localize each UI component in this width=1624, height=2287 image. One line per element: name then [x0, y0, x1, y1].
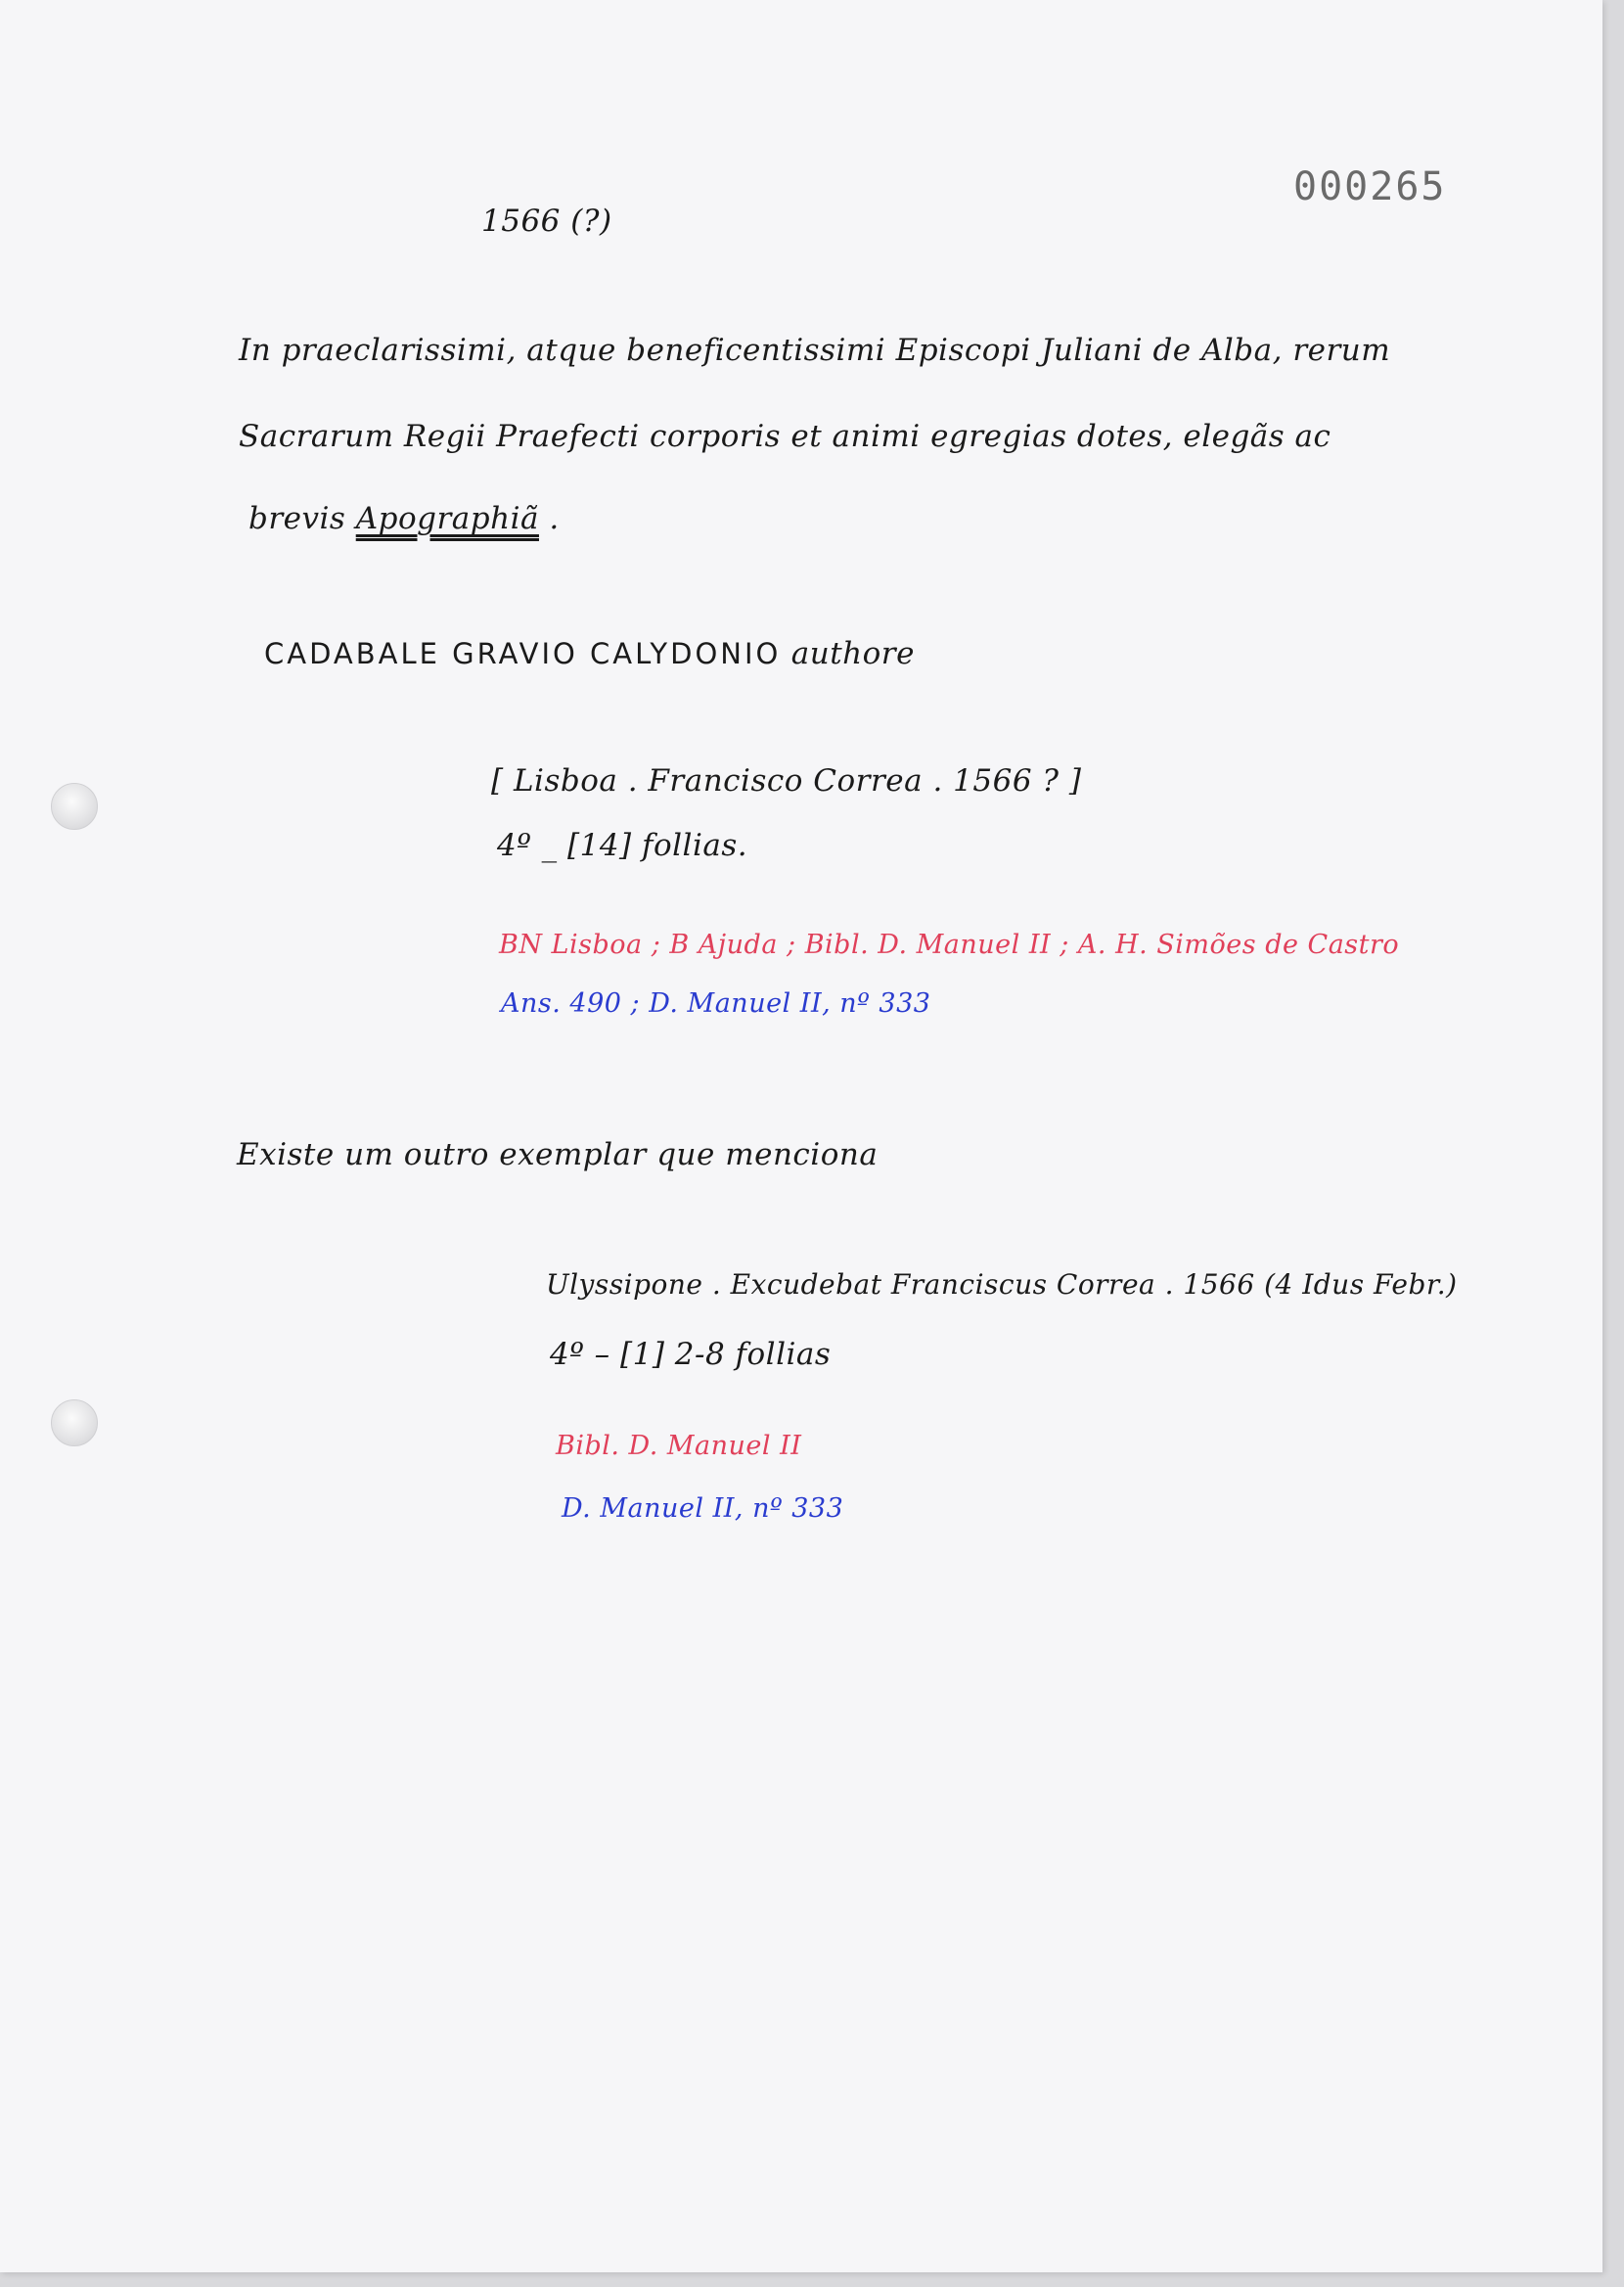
edition1-format: 4º _ [14] follias.: [497, 828, 748, 863]
title-line-1: In praeclarissimi, atque beneficentissimi Episcopi Juliani de Alba, rerum: [239, 333, 1391, 368]
title-line-3: [248, 501, 560, 536]
author: [264, 636, 915, 671]
edition2-holdings: Bibl. D. Manuel II: [556, 1431, 802, 1461]
author-name: CADABALE GRAVIO CALYDONIO: [264, 637, 782, 670]
edition1-imprint: [ Lisboa . Francisco Correa . 1566 ? ]: [491, 763, 1082, 799]
stamp-number: 000265: [1293, 164, 1447, 209]
punch-hole: [51, 1399, 98, 1446]
title-line-3-start: brevis: [248, 501, 346, 536]
edition2-format: 4º – [1] 2-8 follias: [550, 1337, 832, 1372]
note: Existe um outro exemplar que menciona: [237, 1137, 879, 1172]
edition2-imprint: Ulyssipone . Excudebat Franciscus Correa . 1566 (4 Idus Febr.): [546, 1268, 1458, 1301]
title-underlined-word: Apographiã: [355, 501, 539, 536]
date: 1566 (?): [481, 204, 612, 239]
punch-hole: [51, 783, 98, 830]
edition1-references: Ans. 490 ; D. Manuel II, nº 333: [501, 988, 931, 1019]
edition2-references: D. Manuel II, nº 333: [562, 1493, 844, 1524]
author-role: authore: [790, 636, 915, 671]
title-line-3-end: .: [549, 501, 560, 536]
edition1-holdings: BN Lisboa ; B Ajuda ; Bibl. D. Manuel II ; A. H. Simões de Castro: [499, 930, 1400, 960]
title-line-2: Sacrarum Regii Praefecti corporis et animi egregias dotes, elegãs ac: [239, 419, 1331, 454]
